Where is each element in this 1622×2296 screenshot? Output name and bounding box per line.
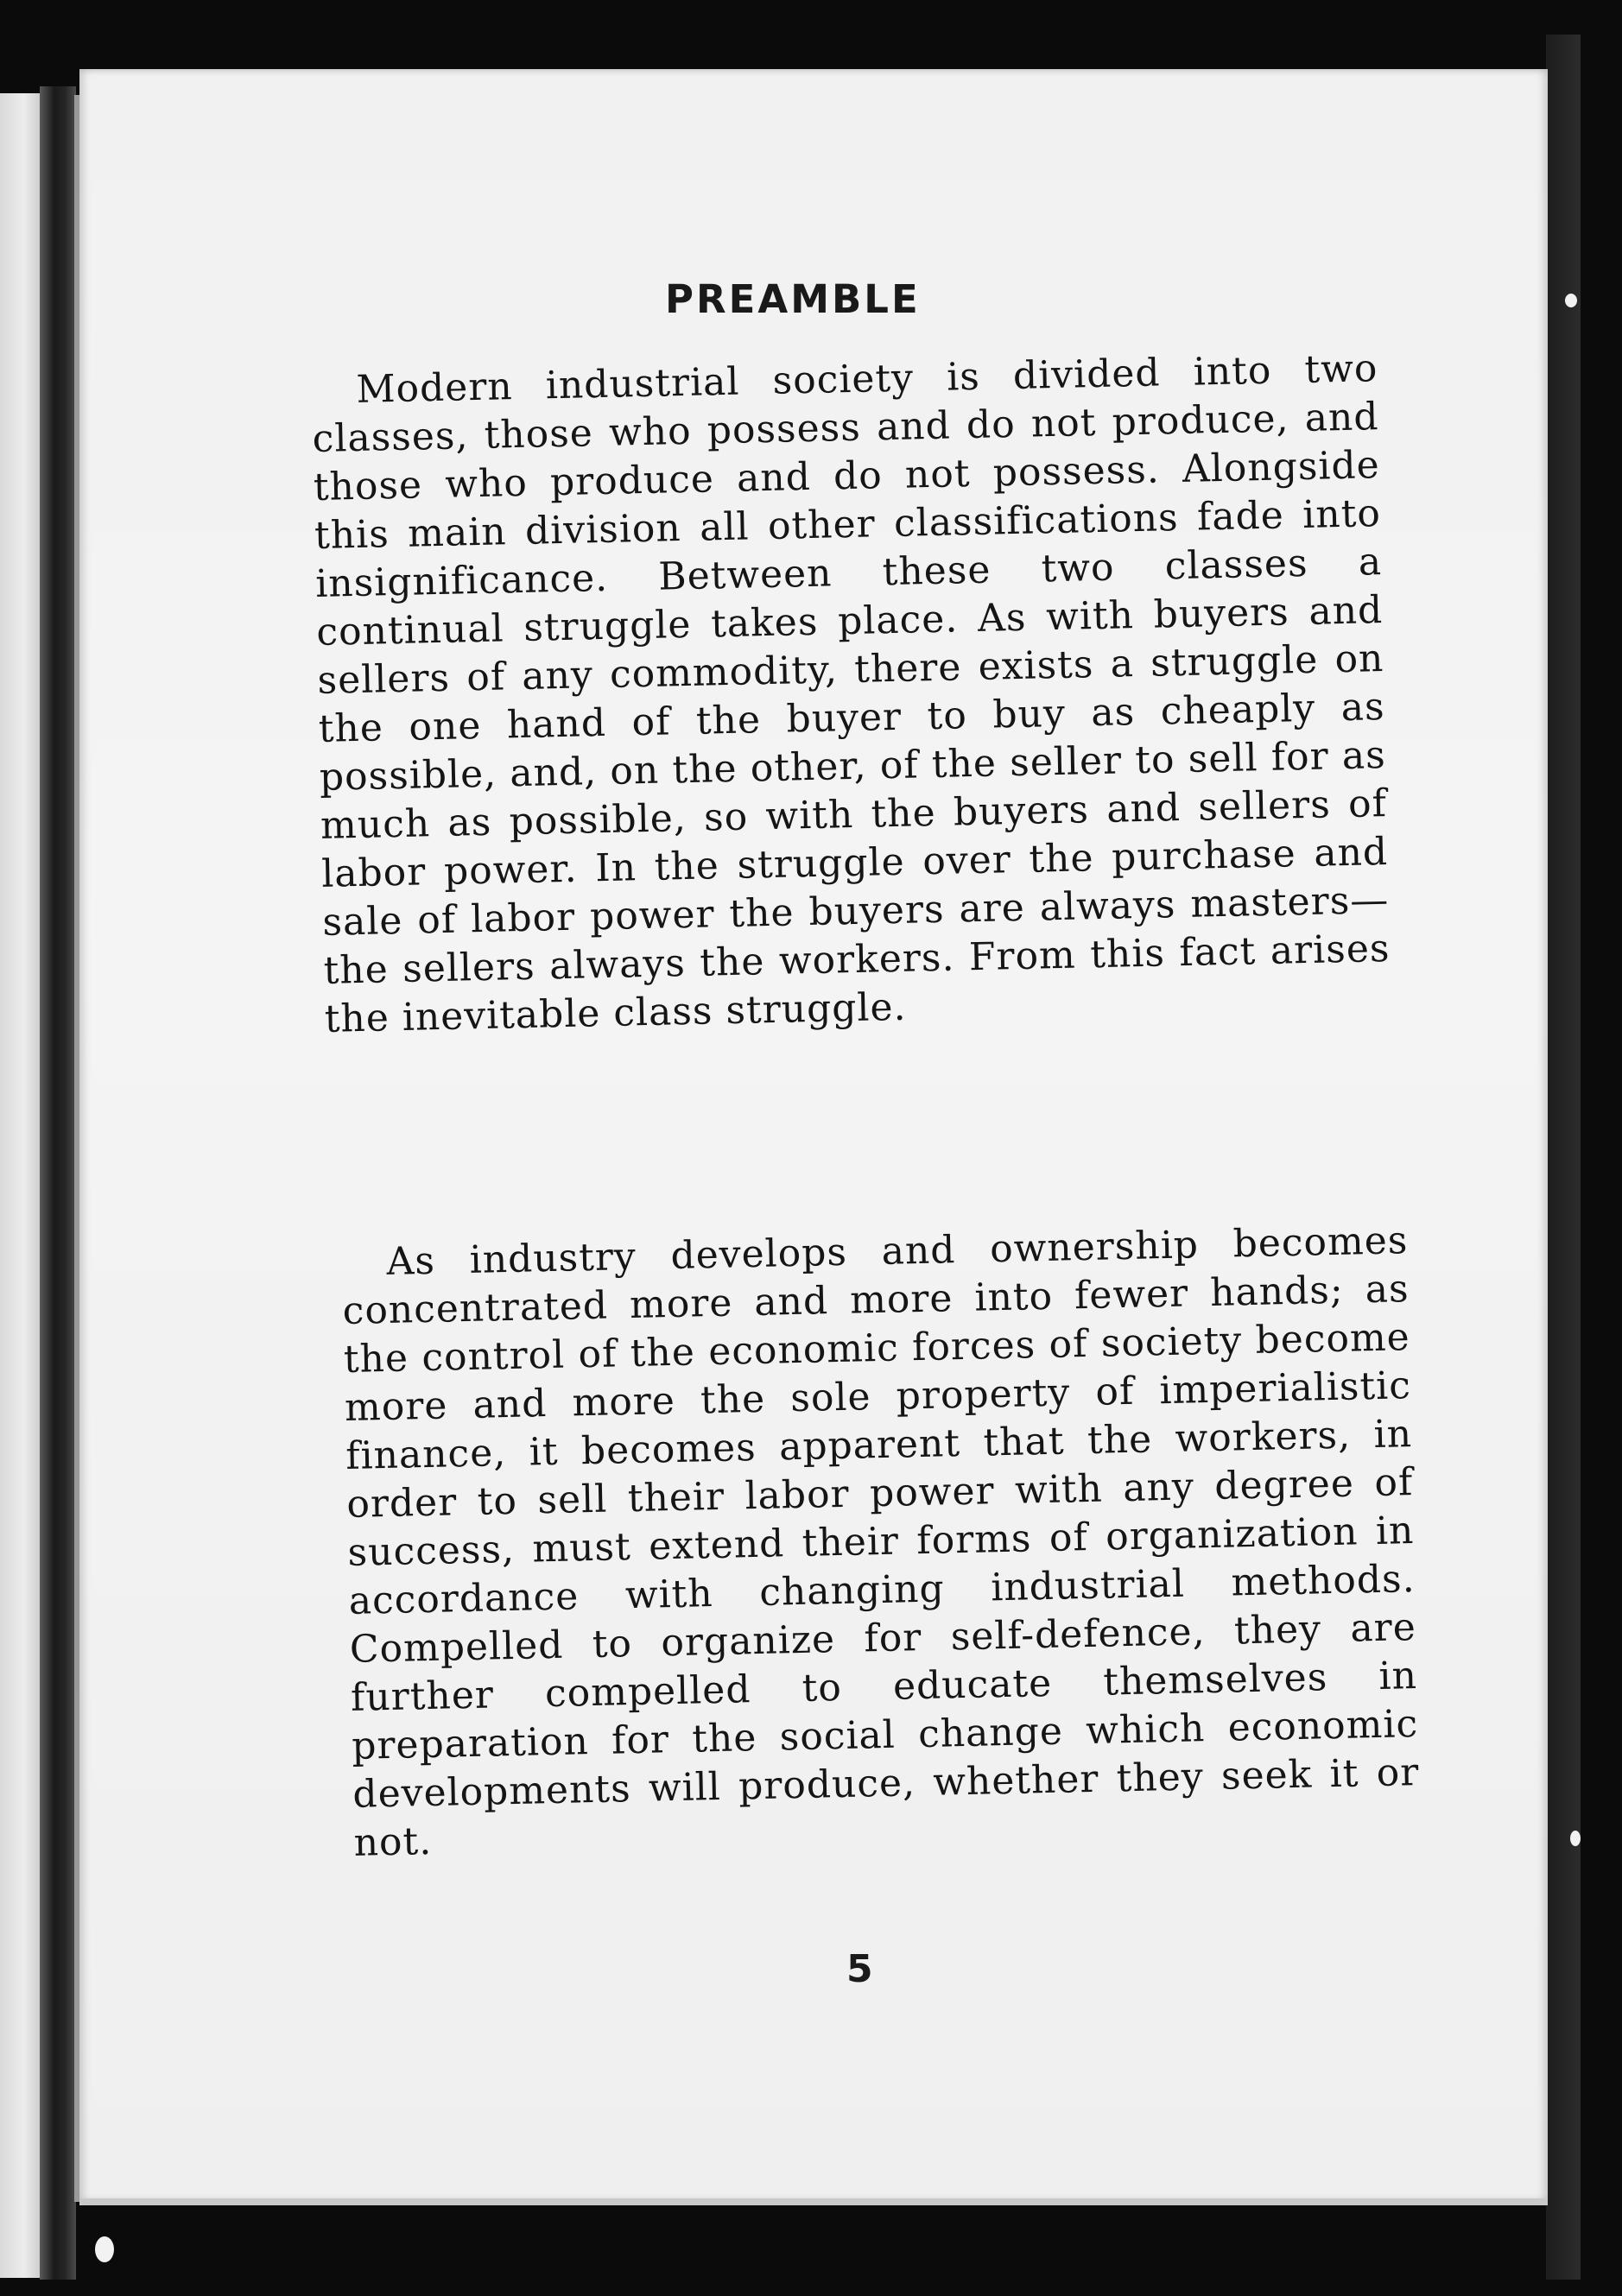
page-number: 5 <box>846 1947 873 1991</box>
left-page-edge <box>0 93 40 2278</box>
paragraph-2: As industry develops and ownership becomes concentrated more and more into fewer hands; as the control of the economic forces of society become more and more the sole property of imperialistic finance, it becomes apparent that the workers, in order to sell their labor power with any degree of success, must extend their forms of organization in accordance with changing industrial methods. Compelled to organize for self-defence, they are further compelled to educate themselves in preparation for the social change which economic developments will produce, whether they seek it or not. <box>342 1218 1420 1865</box>
page-bottom-edge <box>79 2198 1548 2205</box>
page-heading: PREAMBLE <box>665 276 921 322</box>
page-right-shadow <box>1546 35 1581 2280</box>
book-gutter <box>40 86 76 2280</box>
paragraph-1: Modern industrial society is divided into two classes, those who possess and do not produce, and those who produce and do not possess. Alongside this main division all other classifications fade into insignificance. Between these two classes a continual struggle takes place. As with buyers and sellers of any commodity, there exists a struggle on the one hand of the buyer to buy as cheaply as possible, and, on the other, of the seller to sell for as much as possible, so with the buyers and sellers of labor power. In the struggle over the purchase and sale of labor power the buyers are always masters—the sellers always the workers. From this fact arises the inevitable class struggle. <box>312 346 1391 1041</box>
